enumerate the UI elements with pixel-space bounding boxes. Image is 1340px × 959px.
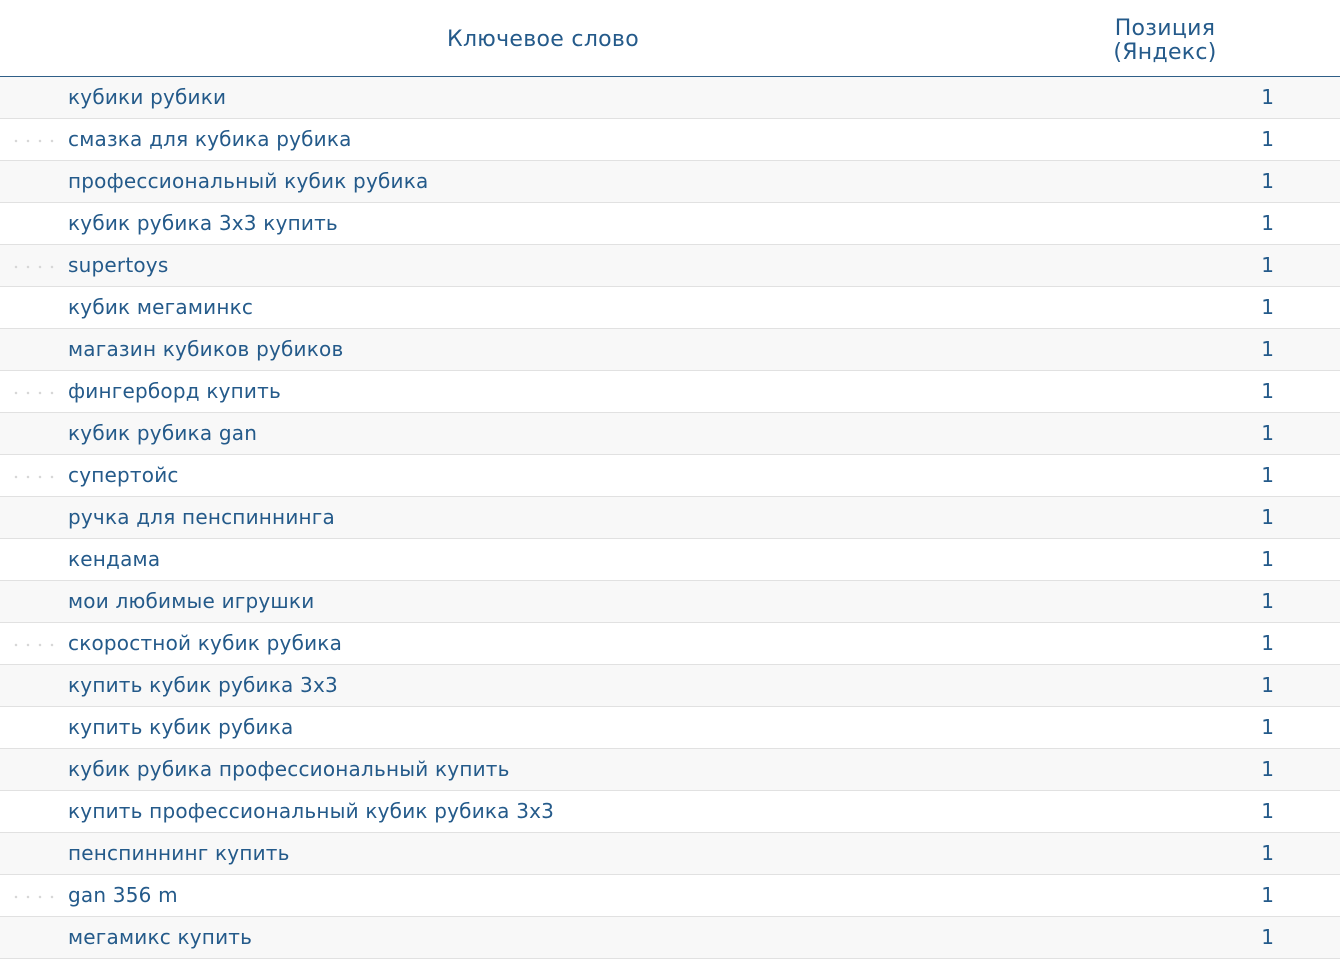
row-keyword: кендама xyxy=(68,547,161,571)
row-keyword: купить профессиональный кубик рубика 3х3 xyxy=(68,799,555,823)
row-keyword: supertoys xyxy=(68,253,169,277)
table-row xyxy=(0,707,1340,749)
row-position: 1 xyxy=(1261,883,1274,907)
table-row xyxy=(0,665,1340,707)
table-row xyxy=(0,329,1340,371)
row-keyword: мои любимые игрушки xyxy=(68,589,315,613)
row-position: 1 xyxy=(1261,169,1274,193)
row-indicator-dots xyxy=(10,265,60,269)
row-indicator-dots xyxy=(10,475,60,479)
table-row xyxy=(0,455,1340,497)
row-position: 1 xyxy=(1261,337,1274,361)
table-row xyxy=(0,749,1340,791)
column-header-position[interactable] xyxy=(1100,17,1230,65)
row-position: 1 xyxy=(1261,463,1274,487)
row-keyword: кубик рубика gan xyxy=(68,421,258,445)
row-keyword: кубик мегаминкс xyxy=(68,295,254,319)
row-position: 1 xyxy=(1261,925,1274,949)
column-header-position-line2: (Яндекс) xyxy=(1113,40,1217,65)
row-position: 1 xyxy=(1261,295,1274,319)
table-row xyxy=(0,371,1340,413)
table-row xyxy=(0,161,1340,203)
row-keyword: профессиональный кубик рубика xyxy=(68,169,429,193)
row-keyword: купить кубик рубика 3х3 xyxy=(68,673,338,697)
row-position: 1 xyxy=(1261,673,1274,697)
row-indicator-dots xyxy=(10,643,60,647)
row-position: 1 xyxy=(1261,715,1274,739)
row-keyword: кубики рубики xyxy=(68,85,227,109)
row-keyword: купить кубик рубика xyxy=(68,715,294,739)
row-position: 1 xyxy=(1261,379,1274,403)
row-position: 1 xyxy=(1261,421,1274,445)
table-row xyxy=(0,119,1340,161)
row-keyword: кубик рубика профессиональный купить xyxy=(68,757,510,781)
table-header xyxy=(0,0,1340,77)
table-row xyxy=(0,287,1340,329)
row-position: 1 xyxy=(1261,547,1274,571)
column-header-keyword[interactable]: Ключевое слово xyxy=(447,27,639,52)
row-keyword: скоростной кубик рубика xyxy=(68,631,343,655)
table-body xyxy=(0,77,1340,959)
row-position: 1 xyxy=(1261,631,1274,655)
table-row xyxy=(0,875,1340,917)
table-row xyxy=(0,623,1340,665)
row-position: 1 xyxy=(1261,127,1274,151)
row-position: 1 xyxy=(1261,757,1274,781)
table-row xyxy=(0,581,1340,623)
table-row xyxy=(0,245,1340,287)
row-keyword: супертойс xyxy=(68,463,179,487)
table-row xyxy=(0,539,1340,581)
table-row xyxy=(0,917,1340,959)
row-indicator-dots xyxy=(10,391,60,395)
row-indicator-dots xyxy=(10,139,60,143)
row-position: 1 xyxy=(1261,505,1274,529)
row-indicator-dots xyxy=(10,895,60,899)
row-keyword: пенспиннинг купить xyxy=(68,841,290,865)
row-keyword: gan 356 m xyxy=(68,883,178,907)
row-position: 1 xyxy=(1261,211,1274,235)
row-position: 1 xyxy=(1261,799,1274,823)
row-position: 1 xyxy=(1261,85,1274,109)
row-keyword: ручка для пенспиннинга xyxy=(68,505,335,529)
table-row xyxy=(0,497,1340,539)
row-position: 1 xyxy=(1261,841,1274,865)
row-keyword: кубик рубика 3х3 купить xyxy=(68,211,338,235)
table-row xyxy=(0,791,1340,833)
row-keyword: смазка для кубика рубика xyxy=(68,127,352,151)
row-keyword: магазин кубиков рубиков xyxy=(68,337,344,361)
table-row xyxy=(0,413,1340,455)
row-position: 1 xyxy=(1261,253,1274,277)
row-position: 1 xyxy=(1261,589,1274,613)
table-row xyxy=(0,203,1340,245)
row-keyword: мегамикс купить xyxy=(68,925,253,949)
column-header-position-line1: Позиция xyxy=(1114,16,1216,41)
row-keyword: фингерборд купить xyxy=(68,379,281,403)
table-row xyxy=(0,833,1340,875)
table-row xyxy=(0,77,1340,119)
